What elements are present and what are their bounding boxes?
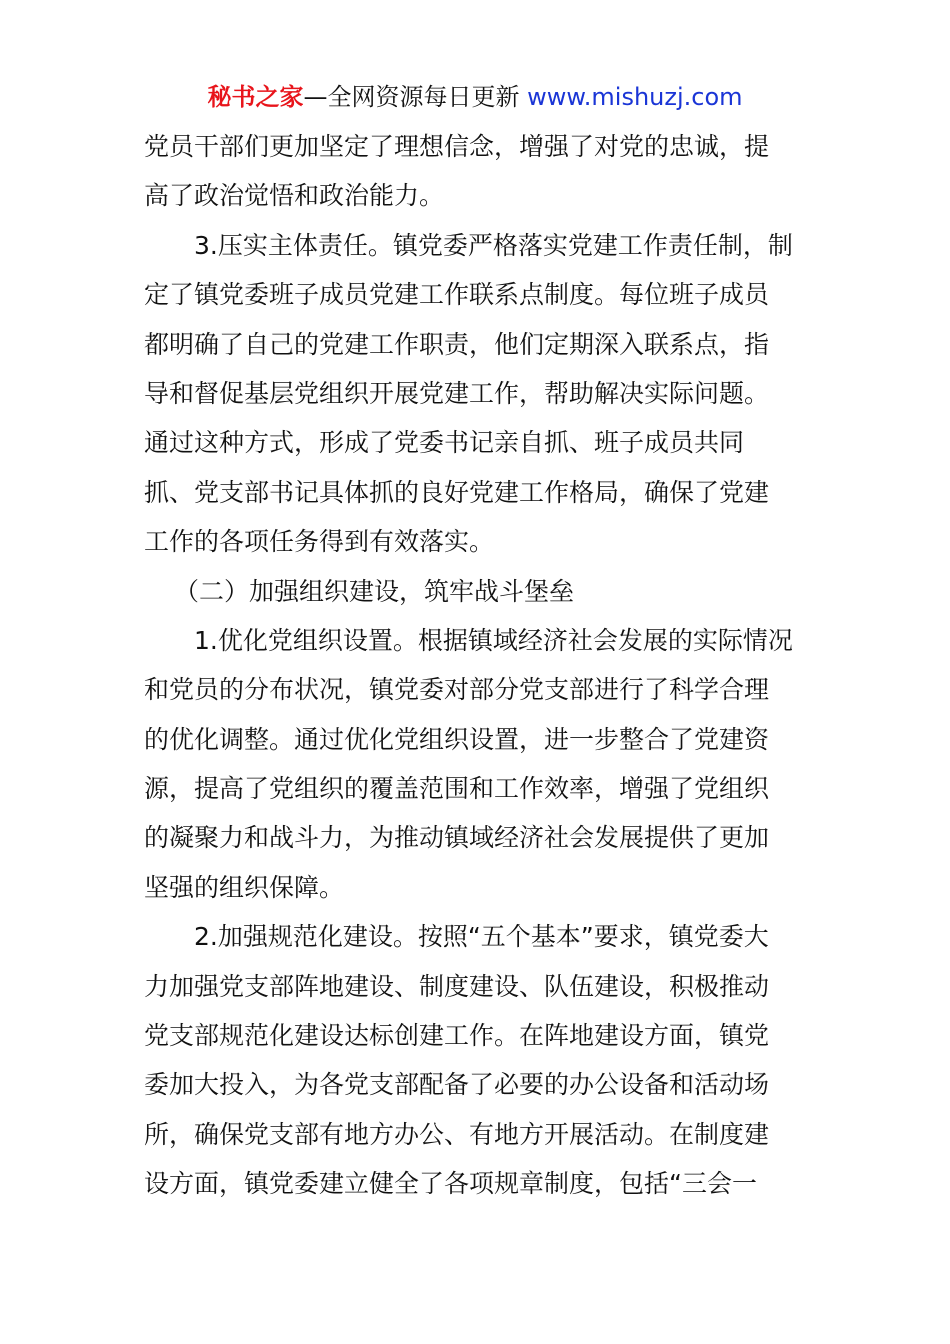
text-line: 1.优化党组织设置。根据镇域经济社会发展的实际情况 [194,625,793,655]
site-tagline: —全网资源每日更新 [303,83,528,111]
text-line: 2.加强规范化建设。按照“五个基本”要求，镇党委大 [194,922,769,952]
text-line: 3.压实主体责任。镇党委严格落实党建工作责任制，制 [194,230,793,260]
text-line: 源，提高了党组织的覆盖范围和工作效率，增强了党组织 [144,774,770,804]
text-line: 的凝聚力和战斗力，为推动镇域经济社会发展提供了更加 [144,823,770,853]
text-line: 和党员的分布状况，镇党委对部分党支部进行了科学合理 [144,675,770,705]
site-header [0,80,950,114]
text-line: 抓、党支部书记具体抓的良好党建工作格局，确保了党建 [144,477,770,507]
document-body [144,122,810,1209]
text-line: 都明确了自己的党建工作职责，他们定期深入联系点，指 [144,329,770,359]
text-line: 设方面，镇党委建立健全了各项规章制度，包括“三会一 [144,1169,757,1199]
text-line: 导和督促基层党组织开展党建工作，帮助解决实际问题。 [144,378,770,408]
text-line: 党支部规范化建设达标创建工作。在阵地建设方面，镇党 [144,1021,770,1051]
text-line: 的优化调整。通过优化党组织设置，进一步整合了党建资 [144,724,770,754]
text-line: 党员干部们更加坚定了理想信念，增强了对党的忠诚，提 [144,132,770,161]
text-line: 委加大投入，为各党支部配备了必要的办公设备和活动场 [144,1070,770,1100]
text-line: 工作的各项任务得到有效落实。 [144,527,495,557]
text-line: 坚强的组织保障。 [144,872,345,902]
site-url-link[interactable]: www.mishuzj.com [527,83,743,111]
section-heading: （二）加强组织建设，筑牢战斗堡垒 [174,576,575,606]
text-line: 通过这种方式，形成了党委书记亲自抓、班子成员共同 [144,428,745,458]
text-line: 力加强党支部阵地建设、制度建设、队伍建设，积极推动 [144,971,770,1001]
site-brand: 秘书之家 [207,83,304,111]
text-line: 高了政治觉悟和政治能力。 [144,181,445,211]
text-line: 定了镇党委班子成员党建工作联系点制度。每位班子成员 [144,280,770,310]
text-line: 所，确保党支部有地方办公、有地方开展活动。在制度建 [144,1119,770,1149]
